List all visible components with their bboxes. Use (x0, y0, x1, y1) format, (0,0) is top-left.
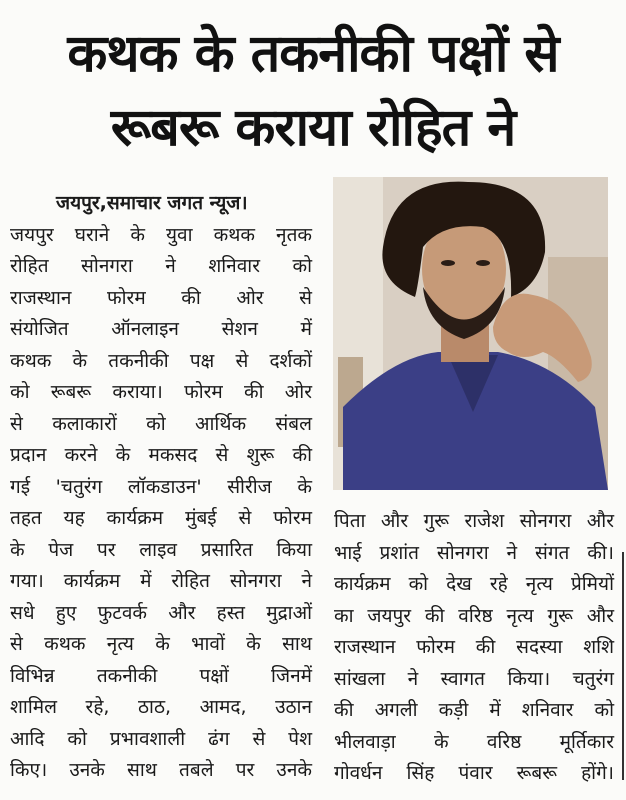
photo-rohit-songara (333, 177, 608, 490)
article-text-line: भाई प्रशांत सोनगरा ने संगत की। (334, 541, 614, 564)
article-text-line: कथक के तकनीकी पक्ष से दर्शकों (10, 349, 312, 372)
article-text-line: कार्यक्रम को देख रहे नृत्य प्रेमियों (334, 573, 614, 595)
article-text-line: राजस्थान फोरम की सदस्या शशि (334, 636, 614, 658)
article-text-line: सांखला ने स्वागत किया। चतुरंग (334, 667, 614, 690)
article-text-line: गया। कार्यक्रम में रोहित सोनगरा ने (10, 570, 312, 592)
article-text-line: से कलाकारों को आर्थिक संबल (10, 412, 312, 435)
article-text-line: भीलवाड़ा के वरिष्ठ मूर्तिकार (334, 730, 614, 753)
article-text-line: आदि को प्रभावशाली ढंग से पेश (10, 727, 312, 750)
article-text-line: के पेज पर लाइव प्रसारित किया (10, 538, 312, 561)
article-text-line: तहत यह कार्यक्रम मुंबई से फोरम (10, 507, 312, 529)
article-text-line: सधे हुए फुटवर्क और हस्त मुद्राओं (10, 601, 312, 624)
article-text-line: किए। उनके साथ तबले पर उनके (10, 759, 312, 781)
article-text-line: राजस्थान फोरम की ओर से (10, 286, 312, 309)
article-text-line: से कथक नृत्य के भावों के साथ (10, 633, 312, 655)
portrait-image (333, 177, 608, 490)
article-column-left (10, 188, 312, 787)
article-text-line: गोवर्धन सिंह पंवार रूबरू होंगे। (334, 762, 614, 784)
article-text-line: की अगली कड़ी में शनिवार को (334, 699, 614, 721)
article-text-line: विभिन्न तकनीकी पक्षों जिनमें (10, 664, 312, 687)
article-text-line: प्रदान करने के मकसद से शुरू की (10, 444, 312, 466)
article-text-line: संयोजित ऑनलाइन सेशन में (10, 318, 312, 340)
article-text-line: गई 'चतुरंग लॉकडाउन' सीरीज के (10, 475, 312, 498)
article-text-line: जयपुर घराने के युवा कथक नृतक (10, 223, 312, 246)
column-rule (622, 552, 624, 780)
article-text-line: पिता और गुरू राजेश सोनगरा और (334, 510, 614, 532)
article-text-line: शामिल रहे, ठाठ, आमद, उठान (10, 696, 312, 718)
article-text-line: रोहित सोनगरा ने शनिवार को (10, 255, 312, 277)
column-right-body (334, 506, 614, 790)
article-text-line: का जयपुर की वरिष्ठ नृत्य गुरू और (334, 604, 614, 627)
headline-line-1: कथक के तकनीकी पक्षों से (67, 24, 559, 84)
dateline: जयपुर,समाचार जगत न्यूज। (56, 192, 248, 214)
article-column-right (334, 506, 614, 790)
article-text-line: को रूबरू कराया। फोरम की ओर (10, 381, 312, 403)
column-left-body (10, 220, 312, 787)
headline-line-2: रूबरू कराया रोहित ने (110, 98, 516, 158)
